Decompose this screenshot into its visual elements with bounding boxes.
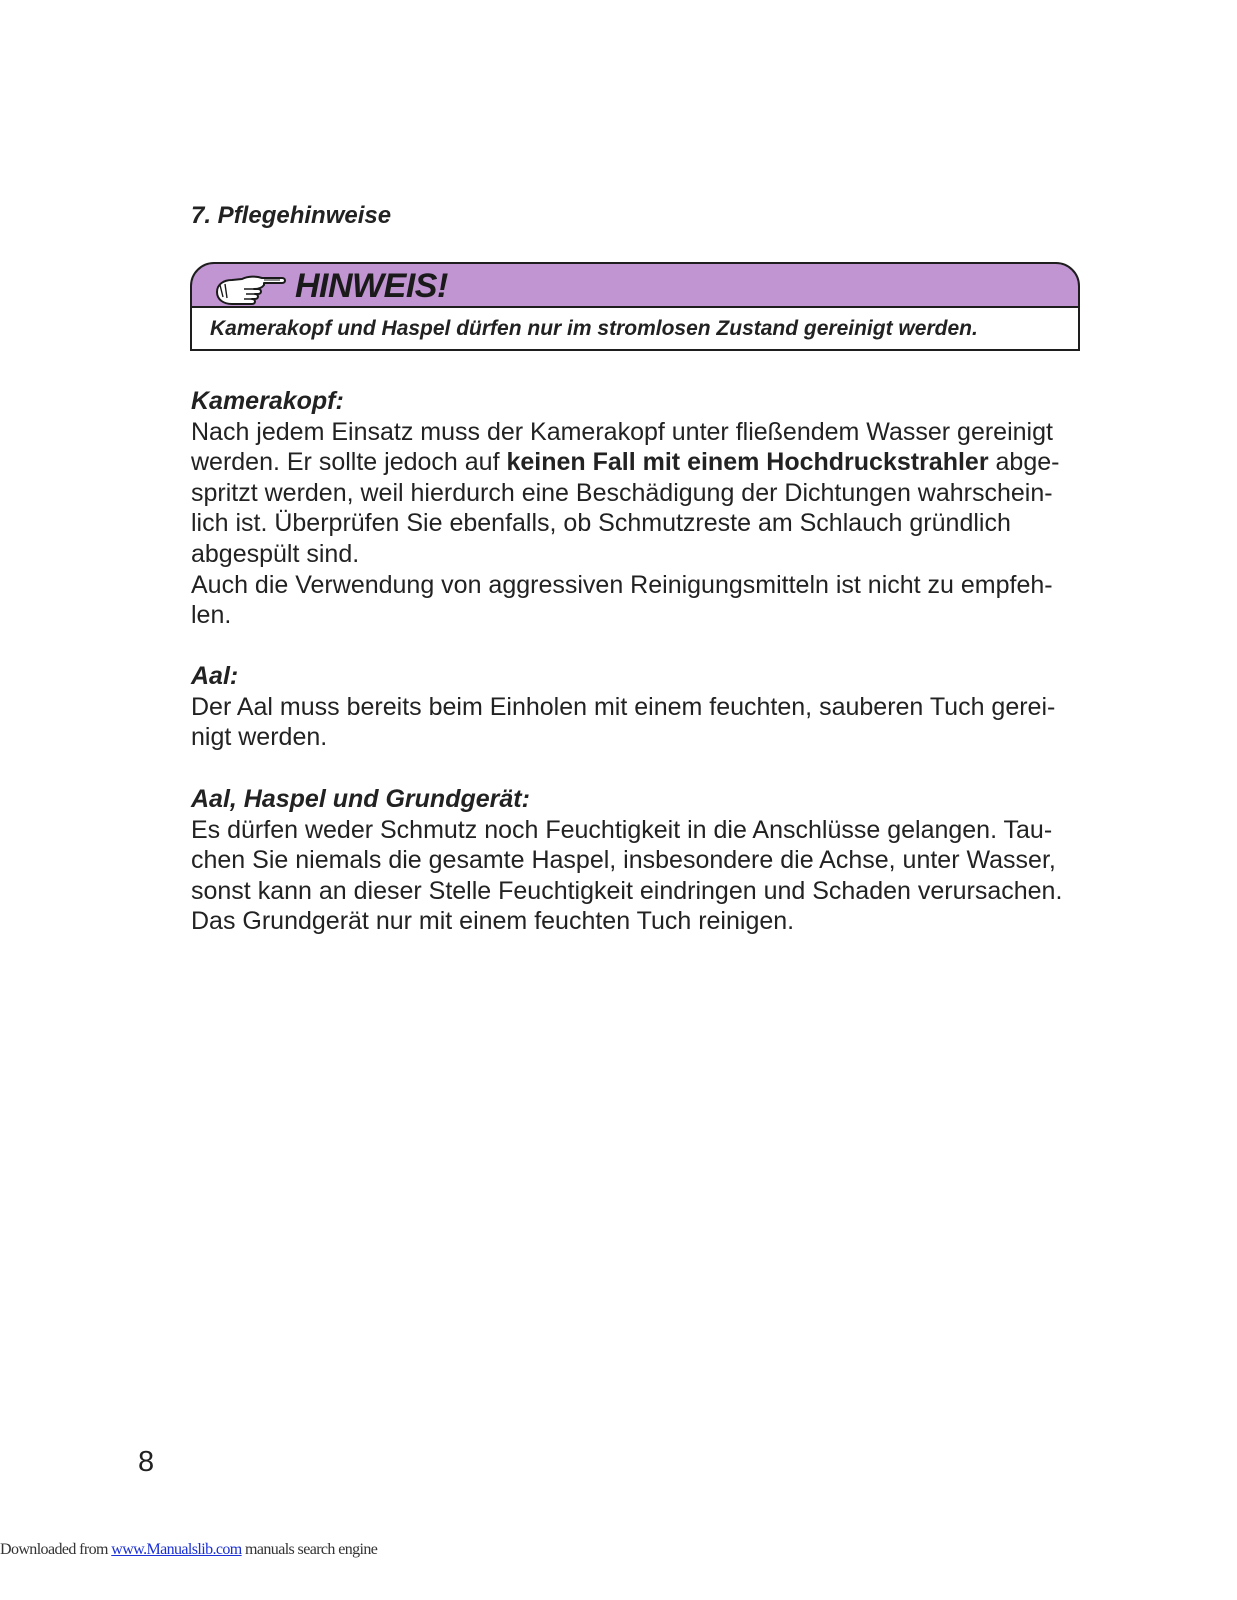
paragraph-line: abgespült sind. — [191, 539, 360, 568]
paragraph-line: Der Aal muss bereits beim Einholen mit einem feuchten, sauberen Tuch gerei- — [191, 692, 1056, 721]
paragraph-line: Es dürfen weder Schmutz noch Feuchtigkeit in die Anschlüsse gelangen. Tau- — [191, 815, 1053, 844]
section-title: 7. Pflegehinweise — [191, 202, 392, 229]
paragraph-line: Auch die Verwendung von aggressiven Reinigungsmitteln ist nicht zu empfeh- — [191, 570, 1053, 599]
paragraph-line: chen Sie niemals die gesamte Haspel, insbesondere die Achse, unter Wasser, — [191, 846, 1056, 875]
section-heading: Aal, Haspel und Grundgerät: — [191, 785, 530, 813]
paragraph-line: sonst kann an dieser Stelle Feuchtigkeit eindringen und Schaden verursachen. — [191, 876, 1063, 905]
notice-text: Kamerakopf und Haspel dürfen nur im stromlosen Zustand gereinigt werden. — [210, 317, 978, 340]
section-heading: Kamerakopf: — [191, 387, 344, 415]
text-run: abge- — [988, 448, 1060, 477]
text-run: werden. Er sollte jedoch auf — [191, 448, 507, 477]
page-number: 8 — [138, 1446, 155, 1478]
paragraph-line: Das Grundgerät nur mit einem feuchten Tuch reinigen. — [191, 907, 795, 936]
footer-prefix: Downloaded from — [0, 1541, 112, 1558]
paragraph-line: spritzt werden, weil hierdurch eine Beschädigung der Dichtungen wahrschein- — [191, 478, 1053, 507]
paragraph-line: lich ist. Überprüfen Sie ebenfalls, ob Schmutzreste am Schlauch gründlich — [191, 509, 1011, 538]
notice-body — [190, 307, 1080, 351]
pointing-hand-icon — [214, 270, 288, 308]
section-aal — [191, 661, 1091, 753]
emphasis-text: keinen Fall mit einem Hochdruckstrahler — [506, 448, 989, 477]
paragraph-line: nigt werden. — [191, 723, 328, 752]
paragraph-line: Nach jedem Einsatz muss der Kamerakopf unter fließendem Wasser gereinigt — [191, 417, 1053, 446]
footer-suffix: manuals search engine — [241, 1541, 378, 1558]
paragraph-line: len. — [191, 601, 232, 630]
notice-heading: HINWEIS! — [295, 267, 448, 305]
paragraph-line — [191, 447, 1091, 478]
manualslib-link[interactable]: www.Manualslib.com — [111, 1541, 242, 1558]
notice-header — [190, 262, 1080, 308]
notice-box — [190, 262, 1080, 352]
footer-download-note — [0, 1541, 377, 1559]
section-heading: Aal: — [191, 662, 239, 690]
section-kamerakopf — [191, 386, 1091, 631]
section-aal-haspel-grundgeraet — [191, 784, 1091, 937]
